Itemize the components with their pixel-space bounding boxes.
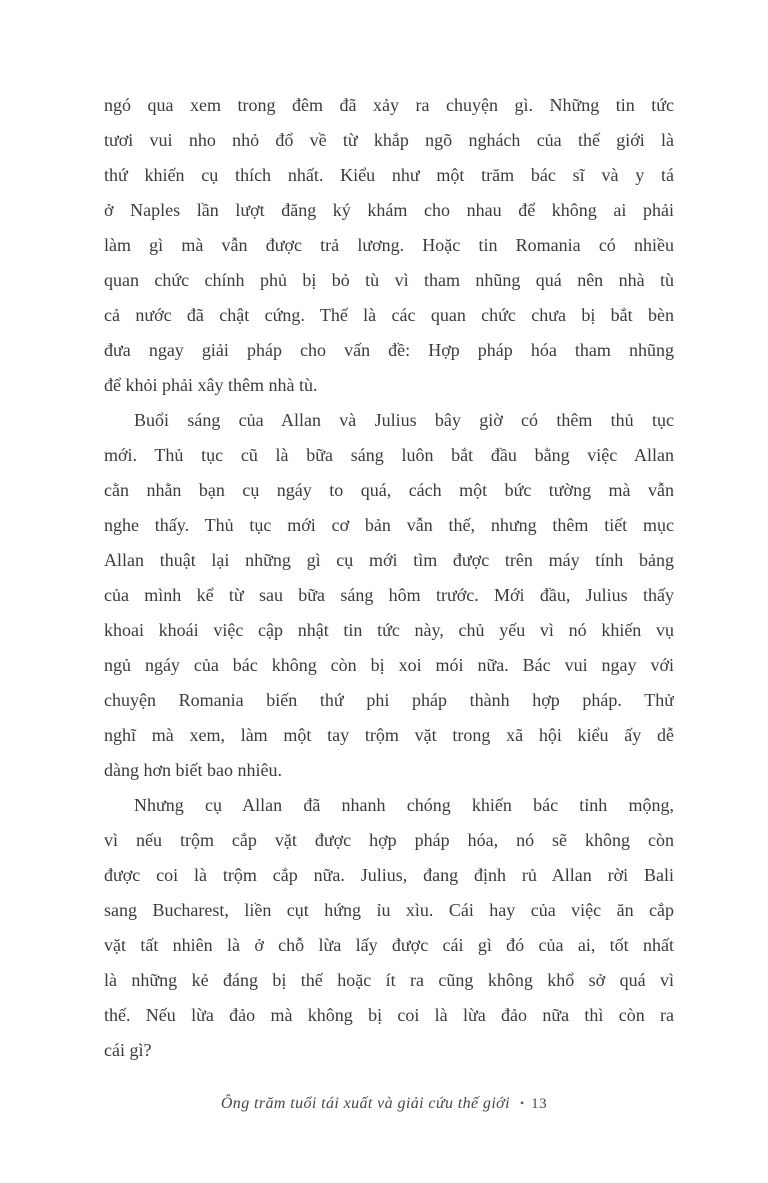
text-line: cằn nhằn bạn cụ ngáy to quá, cách một bức tường mà vẫn [104, 480, 674, 500]
text-line: Buổi sáng của Allan và Julius bây giờ có thêm thủ tục [134, 410, 674, 430]
text-line: vì nếu trộm cắp vặt được hợp pháp hóa, nó sẽ không còn [104, 830, 674, 850]
text-line: của mình kể từ sau bữa sáng hôm trước. Mới đầu, Julius thấy [104, 585, 674, 605]
text-line: Nhưng cụ Allan đã nhanh chóng khiến bác tỉnh mộng, [134, 795, 674, 815]
paragraph [104, 403, 674, 788]
text-line: cái gì? [104, 1040, 152, 1060]
footer-book-title: Ông trăm tuổi tái xuất và giải cứu thế giới [220, 1095, 510, 1112]
text-line: thứ khiến cụ thích nhất. Kiểu như một trăm bác sĩ và y tá [104, 165, 674, 185]
text-line: sang Bucharest, liền cụt hứng ỉu xìu. Cái hay của việc ăn cắp [104, 900, 674, 920]
text-line: đưa ngay giải pháp cho vấn đề: Hợp pháp hóa tham nhũng [104, 340, 674, 360]
footer-separator-dot: • [519, 1096, 525, 1110]
page-text [104, 88, 674, 1068]
text-line: ở Naples lần lượt đăng ký khám cho nhau để không ai phải [104, 200, 674, 220]
text-line: làm gì mà vẫn được trả lương. Hoặc tin Romania có nhiều [104, 235, 674, 255]
page-footer [0, 1086, 768, 1121]
text-line: nghe thấy. Thủ tục mới cơ bản vẫn thế, nhưng thêm tiết mục [104, 515, 674, 535]
text-line: Allan thuật lại những gì cụ mới tìm được trên máy tính bảng [104, 550, 674, 570]
paragraph [104, 88, 674, 403]
text-line: chuyện Romania biến thứ phi pháp thành hợp pháp. Thử [104, 690, 674, 710]
text-line: được coi là trộm cắp nữa. Julius, đang định rủ Allan rời Bali [104, 865, 674, 885]
text-line: để khỏi phải xây thêm nhà tù. [104, 375, 318, 395]
text-line: là những kẻ đáng bị thế hoặc ít ra cũng không khổ sở quá vì [104, 970, 674, 990]
text-line: quan chức chính phủ bị bỏ tù vì tham nhũng quá nên nhà tù [104, 270, 674, 290]
text-line: mới. Thủ tục cũ là bữa sáng luôn bắt đầu bằng việc Allan [104, 445, 674, 465]
text-line: vặt tất nhiên là ở chỗ lừa lấy được cái gì đó của ai, tốt nhất [104, 935, 674, 955]
text-line: ngó qua xem trong đêm đã xảy ra chuyện gì. Những tin tức [104, 95, 674, 115]
text-line: khoai khoái việc cập nhật tin tức này, chủ yếu vì nó khiến vụ [104, 620, 674, 640]
text-line: thế. Nếu lừa đảo mà không bị coi là lừa đảo nữa thì còn ra [104, 1005, 674, 1025]
text-line: ngủ ngáy của bác không còn bị xoi mói nữa. Bác vui ngay với [104, 655, 674, 675]
text-line: cả nước đã chật cứng. Thế là các quan chức chưa bị bắt bèn [104, 305, 674, 325]
text-line: tươi vui nho nhỏ đổ về từ khắp ngõ nghách của thế giới là [104, 130, 674, 150]
paragraph [104, 788, 674, 1068]
text-line: nghĩ mà xem, làm một tay trộm vặt trong xã hội kiểu ấy dễ [104, 725, 674, 745]
text-line: dàng hơn biết bao nhiêu. [104, 760, 282, 780]
footer-page-number: 13 [531, 1096, 548, 1112]
